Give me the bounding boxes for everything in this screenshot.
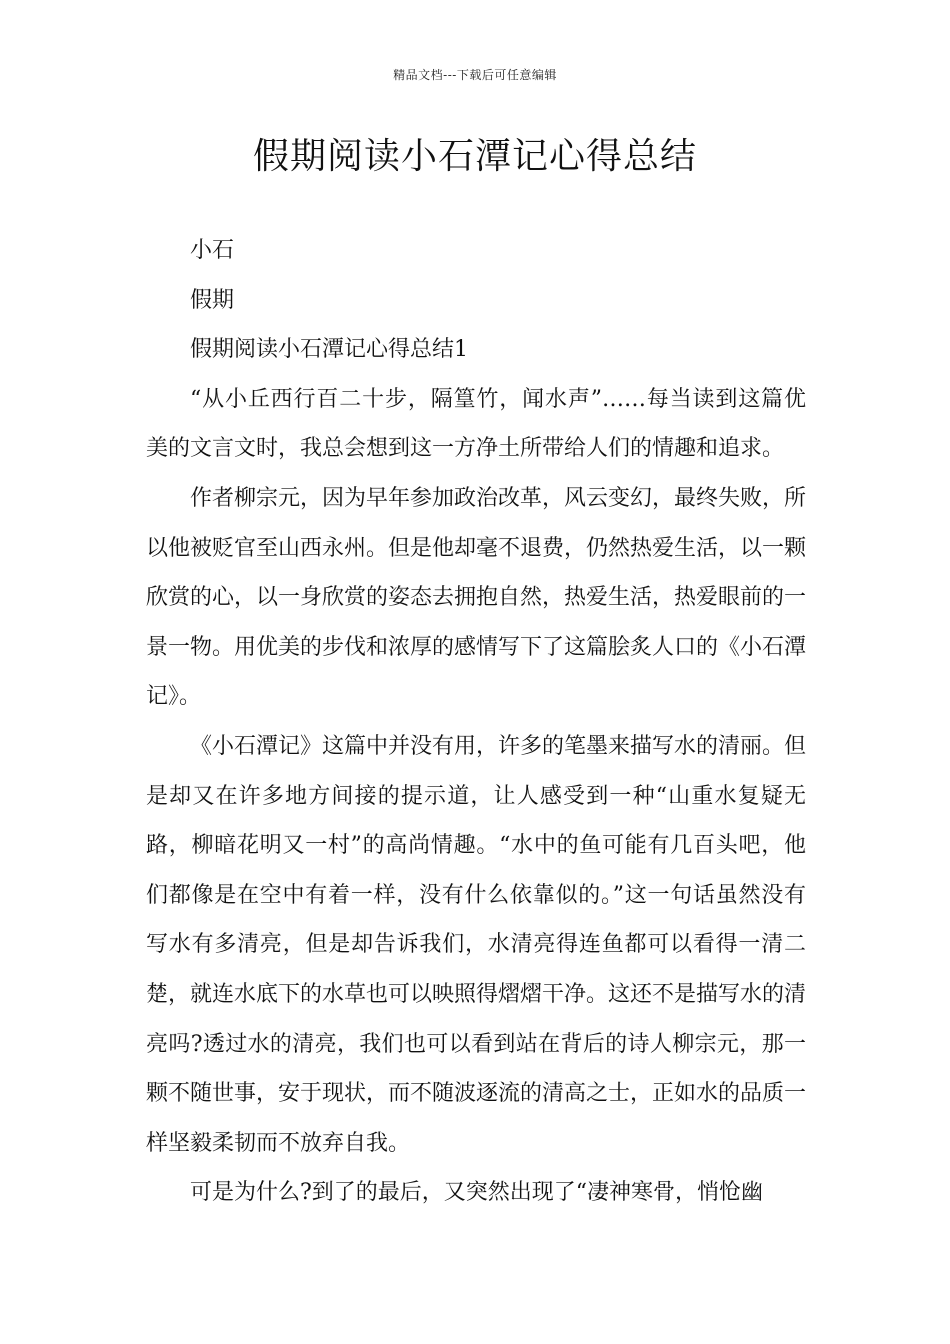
header-note: 精品文档---下载后可任意编辑 [393,68,557,82]
paragraph-subtitle: 假期阅读小石潭记心得总结1 [190,337,468,363]
paragraph-body-2: 作者柳宗元，因为早年参加政治改革，风云变幻，最终失败，所以他被贬官至山西永州。但是他却毫不退费，仍然热爱生活，以一颗欣赏的心，以一身欣赏的姿态去拥抱自然，热爱生活，热爱眼前的一景一物。用优美的步伐和浓厚的感情写下了这篇脍炙人口的《小石潭记》。 [146,485,807,710]
paragraph-body-1: “从小丘西行百二十步，隔篁竹，闻水声”……每当读到这篇优美的文言文时，我总会想到这一方净土所带给人们的情趣和追求。 [146,386,806,462]
document-body [146,226,806,1218]
paragraph-body-4: 可是为什么?到了的最后，又突然出现了“凄神寒骨，悄怆幽 [190,1180,764,1206]
document-title: 假期阅读小石潭记心得总结 [252,136,697,177]
paragraph-keyword-2: 假期 [190,287,235,313]
paragraph-keyword-1: 小石 [190,238,235,263]
paragraph-body-3: 《小石潭记》这篇中并没有用，许多的笔墨来描写水的清丽。但是却又在许多地方间接的提示道，让人感受到一种“山重水复疑无路，柳暗花明又一村”的高尚情趣。“水中的鱼可能有几百头吧，他们都像是在空中有着一样，没有什么依靠似的。”这一句话虽然没有写水有多清亮，但是却告诉我们，水清亮得连鱼都可以看得一清二楚，就连水底下的水草也可以映照得熠熠干净。这还不是描写水的清亮吗?透过水的清亮，我们也可以看到站在背后的诗人柳宗元，那一颗不随世事，安于现状，而不随波逐流的清高之士，正如水的品质一样坚毅柔韧而不放弃自我。 [146,733,807,1156]
